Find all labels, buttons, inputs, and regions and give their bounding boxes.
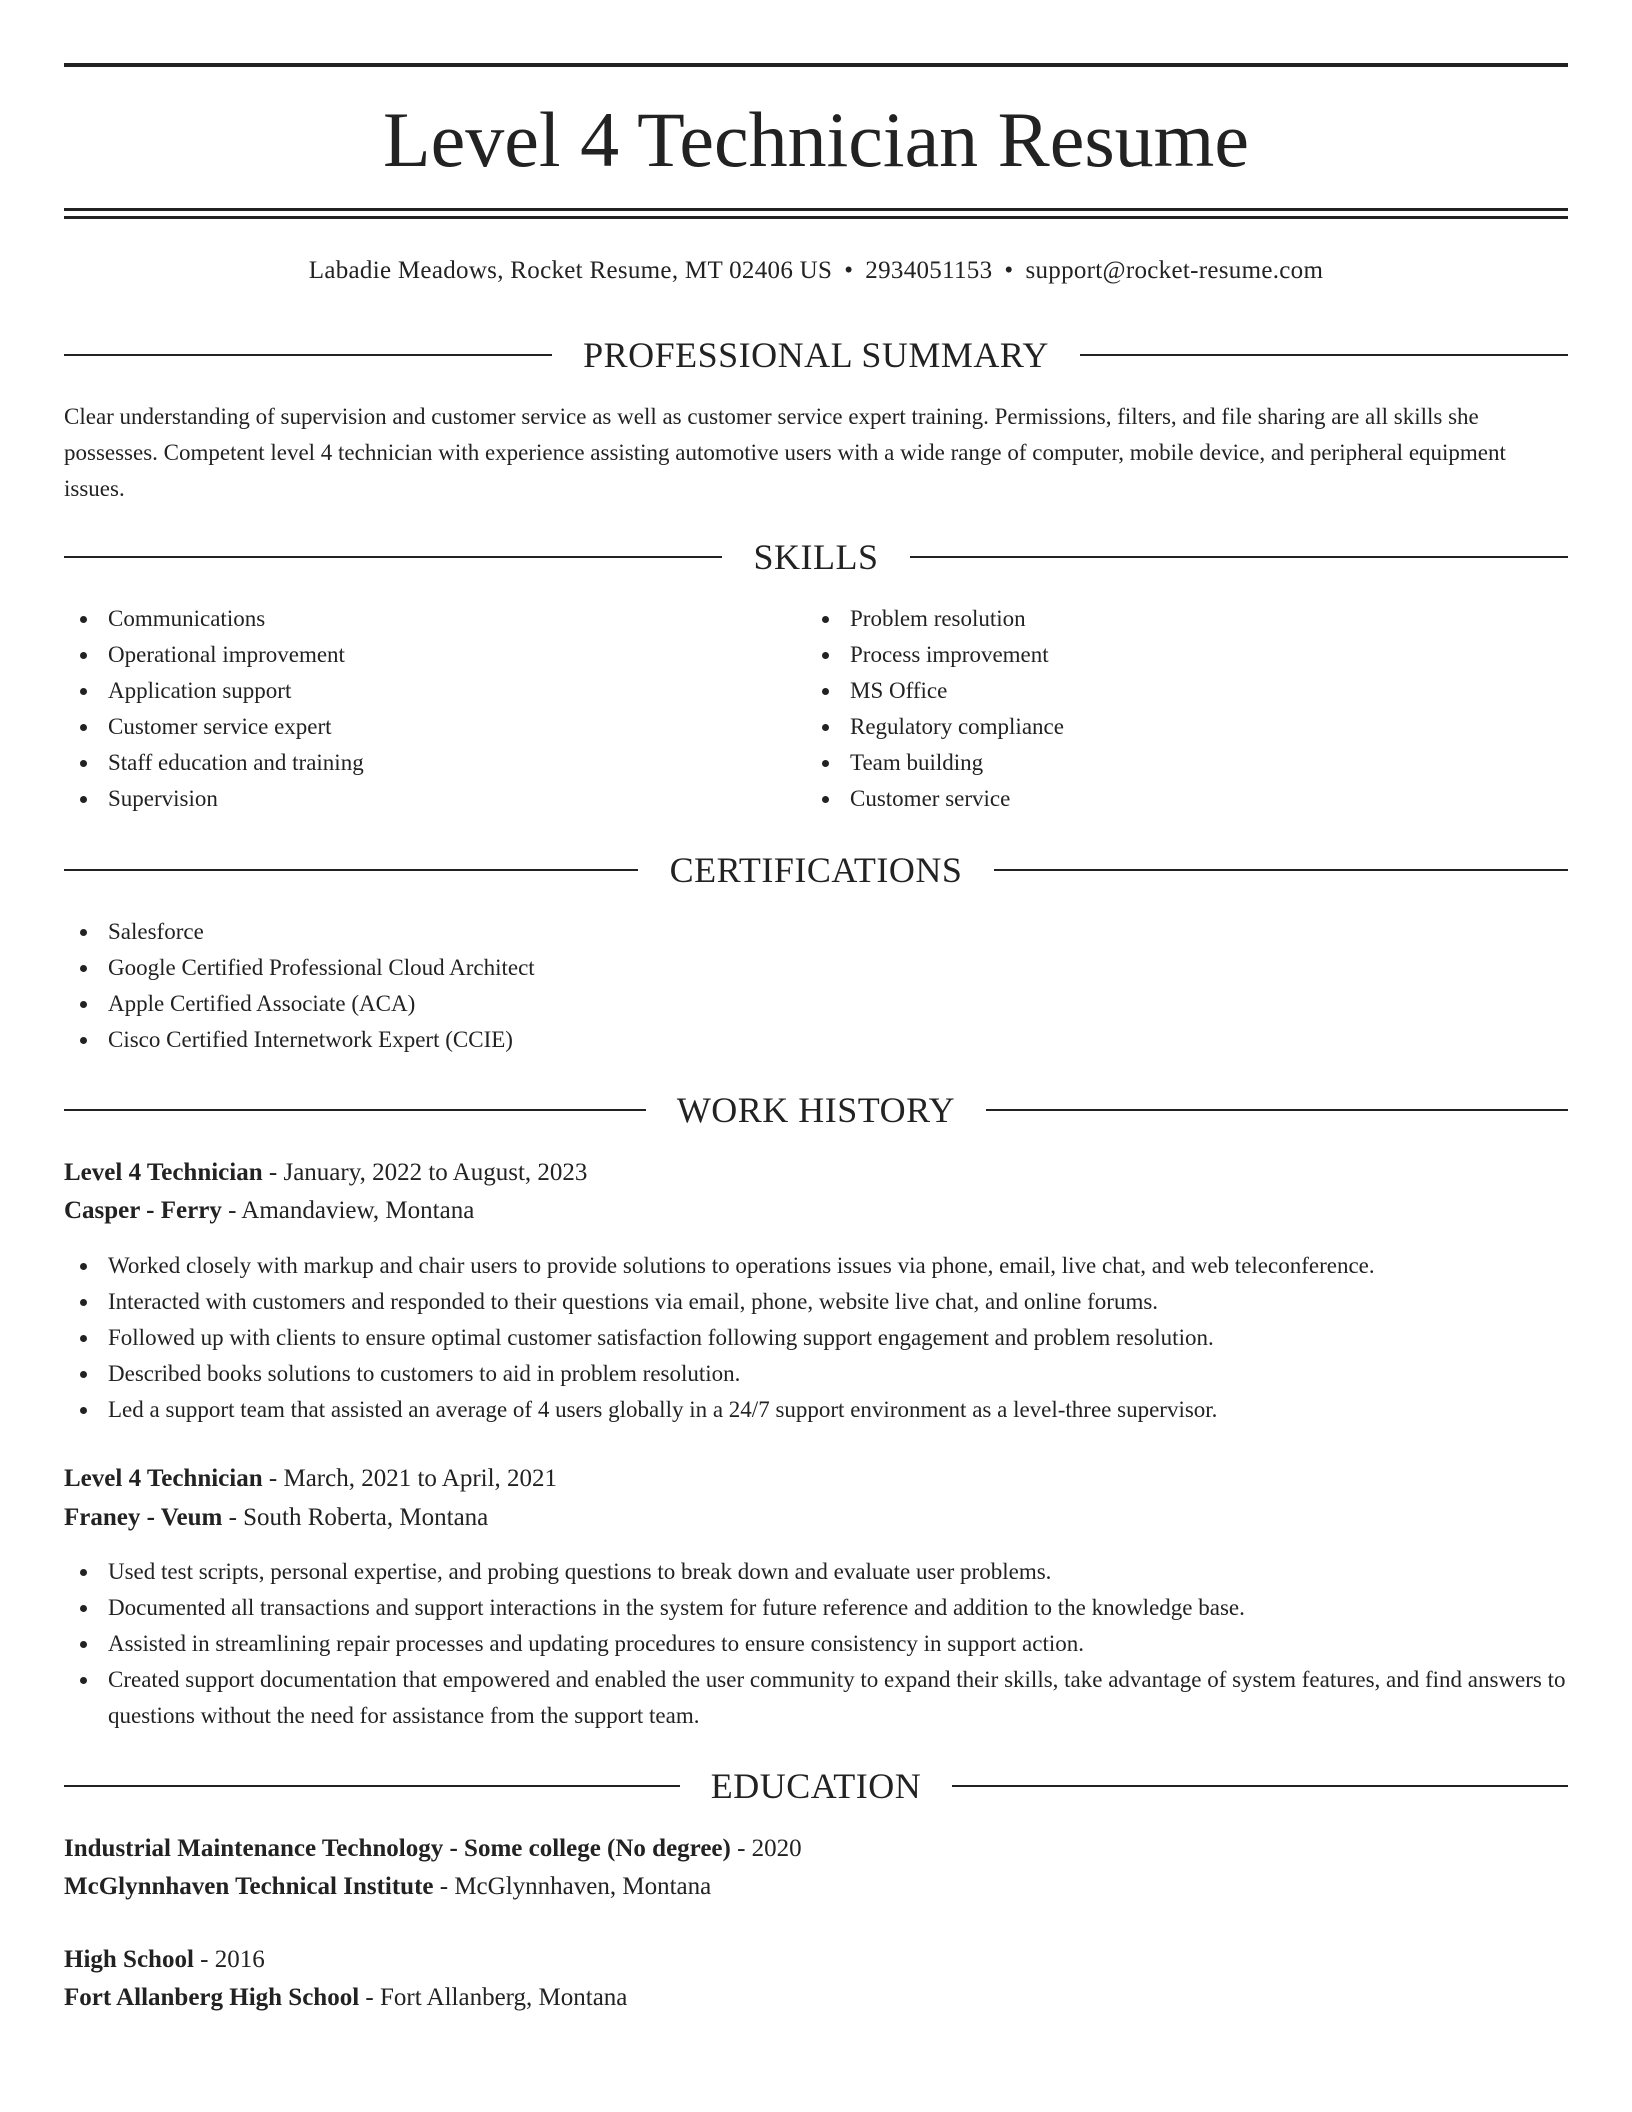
job-duty: Created support documentation that empowered and enabled the user community to expand their skills, take advantage of system features, and find answers to questions without the need for assistance from the support team.	[64, 1662, 1568, 1734]
education-school: McGlynnhaven Technical Institute	[64, 1873, 434, 1900]
summary-text: Clear understanding of supervision and customer service as well as customer service expert training. Permissions, filters, and file sharing are all skills she possesses. Competent level 4 technician with experience assisting automotive users with a wide range of computer, mobile device, and peripheral equipment issues.	[64, 404, 1506, 501]
education-degree: High School	[64, 1946, 194, 1973]
education-location: - McGlynnhaven, Montana	[433, 1873, 712, 1900]
page-title: Level 4 Technician Resume	[383, 96, 1249, 183]
job-duty: Worked closely with markup and chair users to provide solutions to operations issues via phone, email, live chat, and web teleconference.	[64, 1248, 1568, 1284]
job-location: - South Roberta, Montana	[222, 1504, 489, 1531]
section-header-certifications	[64, 848, 1568, 892]
section-title-skills: SKILLS	[753, 537, 879, 577]
skills-list-right	[806, 601, 1568, 817]
job-duty: Described books solutions to customers to aid in problem resolution.	[64, 1356, 1568, 1392]
job-title: Level 4 Technician	[64, 1465, 263, 1492]
job-dates: - January, 2022 to August, 2023	[262, 1159, 588, 1186]
job-duty: Followed up with clients to ensure optimal customer satisfaction following support engagement and problem resolution.	[64, 1320, 1568, 1356]
skill-item: MS Office	[806, 673, 1568, 709]
education-location: - Fort Allanberg, Montana	[359, 1984, 628, 2011]
job-company: Franey - Veum	[64, 1504, 223, 1531]
job-dates: - March, 2021 to April, 2021	[262, 1465, 558, 1492]
section-header-work-history	[64, 1088, 1568, 1132]
education-school-line	[64, 1979, 627, 2017]
job-duty: Used test scripts, personal expertise, and probing questions to break down and evaluate user problems.	[64, 1554, 1568, 1590]
skill-item: Operational improvement	[64, 637, 806, 673]
section-title-work-history: WORK HISTORY	[676, 1090, 956, 1130]
education-degree-line	[64, 1830, 802, 1868]
title-rule-lower	[64, 216, 1568, 219]
skill-item: Communications	[64, 601, 806, 637]
section-header-skills	[64, 535, 1568, 579]
section-header-summary	[64, 333, 1568, 377]
job-duties-list	[64, 1554, 1568, 1734]
job-title-line	[64, 1460, 557, 1498]
job-company: Casper - Ferry	[64, 1197, 222, 1224]
skill-item: Regulatory compliance	[806, 709, 1568, 745]
education-school: Fort Allanberg High School	[64, 1984, 360, 2011]
contact-email: support@rocket-resume.com	[1025, 257, 1324, 284]
job-duty: Assisted in streamlining repair processes and updating procedures to ensure consistency in support action.	[64, 1626, 1568, 1662]
education-year: - 2020	[730, 1835, 802, 1862]
job-company-line	[64, 1192, 474, 1230]
education-year: - 2016	[193, 1946, 265, 1973]
certifications-list	[64, 914, 1568, 1058]
title-rule-upper	[64, 208, 1568, 211]
skill-item: Supervision	[64, 781, 806, 817]
skill-item: Application support	[64, 673, 806, 709]
certification-item: Google Certified Professional Cloud Architect	[64, 950, 1568, 986]
contact-phone: 2934051153	[865, 257, 993, 284]
job-duties-list	[64, 1248, 1568, 1428]
education-degree: Industrial Maintenance Technology - Some college (No degree)	[64, 1835, 731, 1862]
section-title-education: EDUCATION	[710, 1766, 922, 1806]
skill-item: Customer service expert	[64, 709, 806, 745]
education-school-line	[64, 1868, 711, 1906]
skill-item: Customer service	[806, 781, 1568, 817]
certification-item: Cisco Certified Internetwork Expert (CCIE)	[64, 1022, 1568, 1058]
section-header-education	[64, 1764, 1568, 1808]
job-duty: Documented all transactions and support interactions in the system for future reference and addition to the knowledge base.	[64, 1590, 1568, 1626]
job-location: - Amandaview, Montana	[221, 1197, 475, 1224]
contact-address: Labadie Meadows, Rocket Resume, MT 02406 US	[308, 257, 833, 284]
top-rule	[64, 63, 1568, 67]
section-title-summary: PROFESSIONAL SUMMARY	[583, 335, 1049, 375]
contact-info	[64, 254, 1568, 288]
section-title-certifications: CERTIFICATIONS	[669, 850, 963, 890]
skill-item: Process improvement	[806, 637, 1568, 673]
skill-item: Staff education and training	[64, 745, 806, 781]
education-degree-line	[64, 1941, 265, 1979]
job-duty: Interacted with customers and responded to their questions via email, phone, website live chat, and online forums.	[64, 1284, 1568, 1320]
job-company-line	[64, 1499, 488, 1537]
contact-separator: •	[844, 257, 854, 284]
contact-separator: •	[1004, 257, 1014, 284]
skill-item: Problem resolution	[806, 601, 1568, 637]
skill-item: Team building	[806, 745, 1568, 781]
job-duty: Led a support team that assisted an average of 4 users globally in a 24/7 support environment as a level-three supervisor.	[64, 1392, 1568, 1428]
certification-item: Apple Certified Associate (ACA)	[64, 986, 1568, 1022]
job-title: Level 4 Technician	[64, 1159, 263, 1186]
skills-list-left	[64, 601, 806, 817]
certification-item: Salesforce	[64, 914, 1568, 950]
job-title-line	[64, 1154, 587, 1192]
